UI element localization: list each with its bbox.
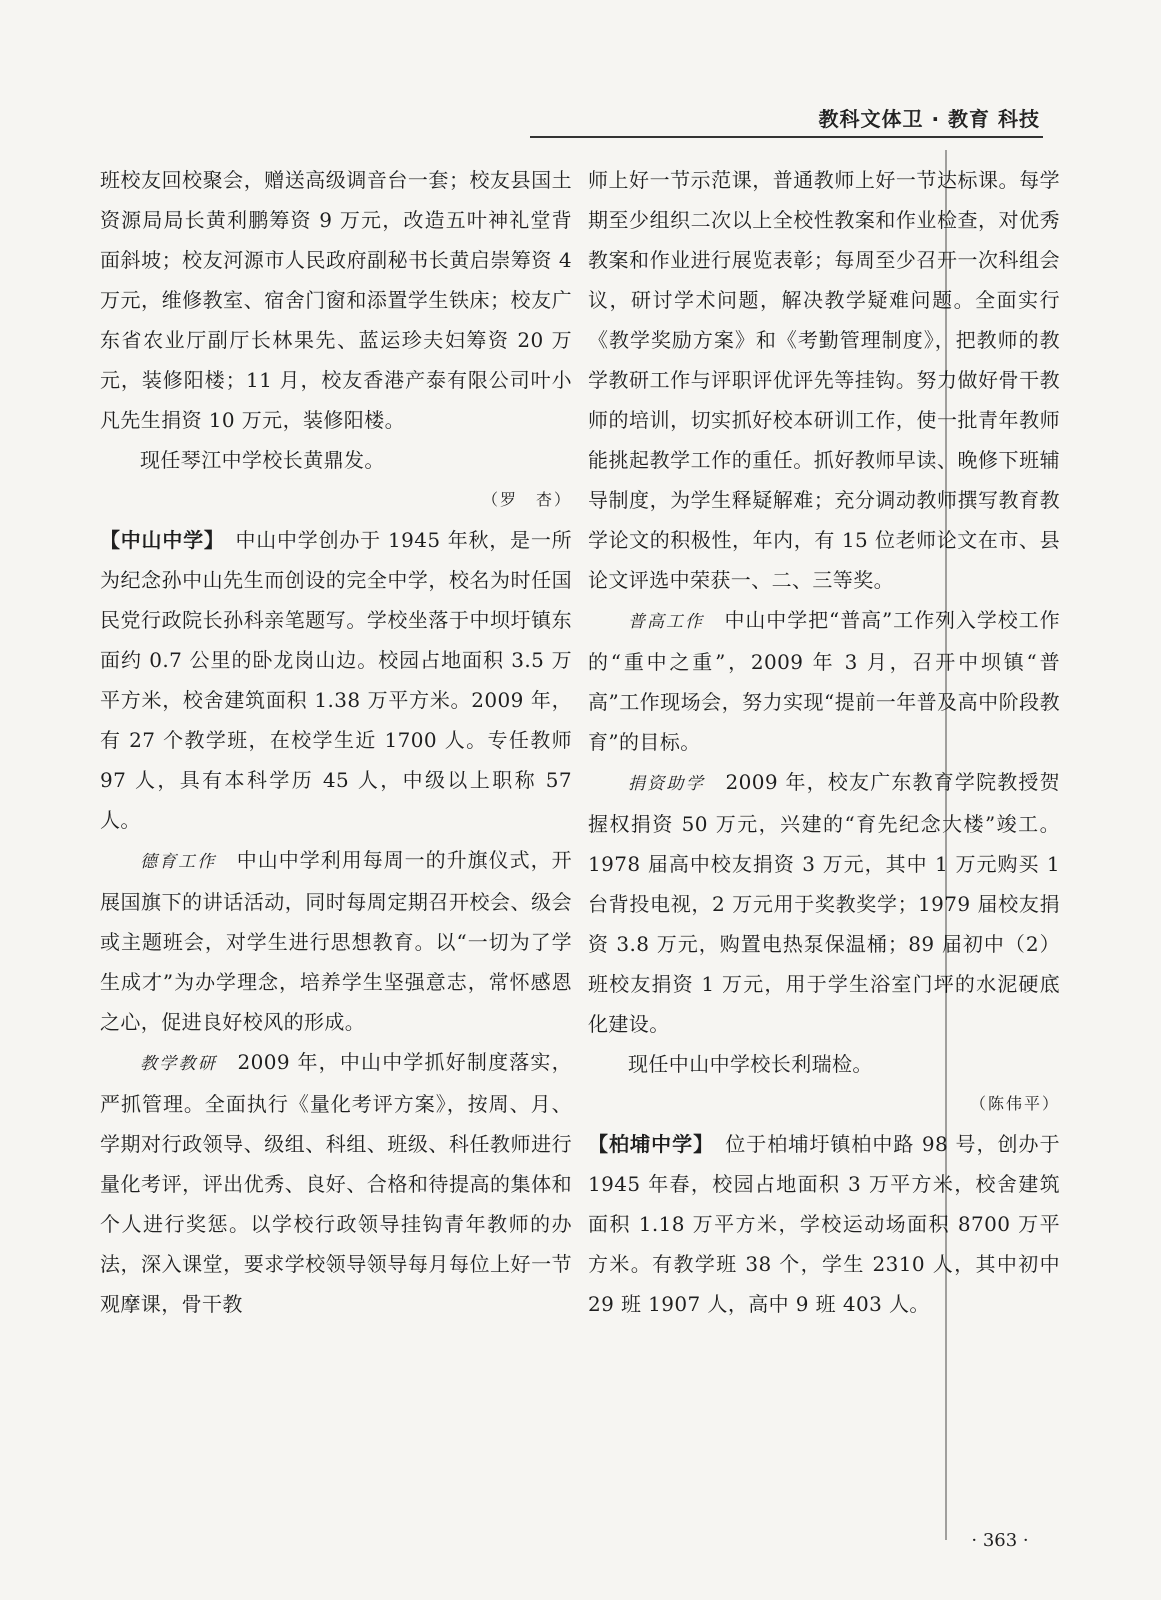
- entry-paragraph: [588, 1124, 1060, 1324]
- subsection-text: 中山中学利用每周一的升旗仪式，开展国旗下的讲话活动，同时每周定期召开校会、级会或主题班会，对学生进行思想教育。以“一切为了学生成才”为办学理念，培养学生坚强意志，常怀感恩之心，促进良好校风的形成。: [100, 848, 572, 1034]
- subsection-title: 教学教研: [140, 1054, 218, 1074]
- entry-title: 【柏埔中学】: [588, 1132, 705, 1156]
- left-column: [100, 160, 572, 1560]
- subsection-title: 普高工作: [628, 612, 705, 632]
- page-number: · 363 ·: [971, 1530, 1029, 1551]
- header-rule: [530, 136, 1043, 138]
- author-signature: （陈伟平）: [969, 1094, 1060, 1113]
- entry-title: 【中山中学】: [100, 528, 215, 552]
- subsection-paragraph: [100, 840, 572, 1042]
- paragraph: 班校友回校聚会，赠送高级调音台一套；校友县国土资源局局长黄利鹏筹资 9 万元，改造五叶神礼堂背面斜坡；校友河源市人民政府副秘书长黄启崇筹资 4 万元，维修教室、宿舍门窗和添置学生铁床；校友广东省农业厅副厅长林果先、蓝运珍夫妇筹资 20 万元，装修阳楼；11 月，校友香港产泰有限公司叶小凡先生捐资 10 万元，装修阳楼。: [100, 168, 572, 432]
- entry-text: 位于柏埔圩镇柏中路 98 号，创办于 1945 年春，校园占地面积 3 万平方米，校舍建筑面积 1.18 万平方米，学校运动场面积 8700 万平方米。有教学班 38 个，学生 2310 人，其中初中 29 班 1907 人，高中 9 班 403 人。: [588, 1132, 1060, 1316]
- paragraph: 师上好一节示范课，普通教师上好一节达标课。每学期至少组织二次以上全校性教案和作业检查，对优秀教案和作业进行展览表彰；每周至少召开一次科组会议，研讨学术问题，解决教学疑难问题。全面实行《教学奖励方案》和《考勤管理制度》，把教师的教学教研工作与评职评优评先等挂钩。努力做好骨干教师的培训，切实抓好校本研训工作，使一批青年教师能挑起教学工作的重任。抓好教师早读、晚修下班辅导制度，为学生释疑解难；充分调动教师撰写教育教学论文的积极性，年内，有 15 位老师论文在市、县论文评选中荣获一、二、三等奖。: [588, 168, 1060, 592]
- subsection-paragraph: [588, 600, 1060, 762]
- subsection-title: 捐资助学: [628, 774, 706, 794]
- entry-paragraph: [100, 520, 572, 840]
- subsection-text: 2009 年，校友广东教育学院教授贺握权捐资 50 万元，兴建的“育先纪念大楼”竣工。1978 届高中校友捐资 3 万元，其中 1 万元购买 1 台背投电视，2 万元用于奖教奖学；1979 届校友捐资 3.8 万元，购置电热泵保温桶；89 届初中（2）班校友捐资 1 万元，用于学生浴室门坪的水泥硬底化建设。: [588, 770, 1060, 1036]
- right-column: [588, 160, 1060, 1560]
- subsection-paragraph: [588, 762, 1060, 1044]
- subsection-text: 2009 年，中山中学抓好制度落实，严抓管理。全面执行《量化考评方案》，按周、月、学期对行政领导、级组、科组、班级、科任教师进行量化考评，评出优秀、良好、合格和待提高的集体和个人进行奖惩。以学校行政领导挂钩青年教师的办法，深入课堂，要求学校领导领导每月每位上好一节观摩课，骨干教: [100, 1050, 572, 1316]
- entry-text: 中山中学创办于 1945 年秋，是一所为纪念孙中山先生而创设的完全中学，校名为时任国民党行政院长孙科亲笔题写。学校坐落于中坝圩镇东面约 0.7 公里的卧龙岗山边。校园占地面积 3.5 万平方米，校舍建筑面积 1.38 万平方米。2009 年，有 27 个教学班，在校学生近 1700 人。专任教师 97 人，具有本科学历 45 人，中级以上职称 57 人。: [100, 528, 572, 832]
- subsection-paragraph: [100, 1042, 572, 1324]
- paragraph: 现任琴江中学校长黄鼎发。: [140, 448, 385, 472]
- subsection-text: 中山中学把“普高”工作列入学校工作的“重中之重”，2009 年 3 月，召开中坝镇“普高”工作现场会，努力实现“提前一年普及高中阶段教育”的目标。: [588, 608, 1061, 754]
- scan-fold-line: [945, 150, 947, 1540]
- author-signature: （罗 杏）: [481, 490, 572, 509]
- paragraph: 现任中山中学校长利瑞检。: [628, 1052, 873, 1076]
- subsection-title: 德育工作: [140, 852, 217, 872]
- running-header: 教科文体卫 · 教育 科技: [818, 107, 1040, 131]
